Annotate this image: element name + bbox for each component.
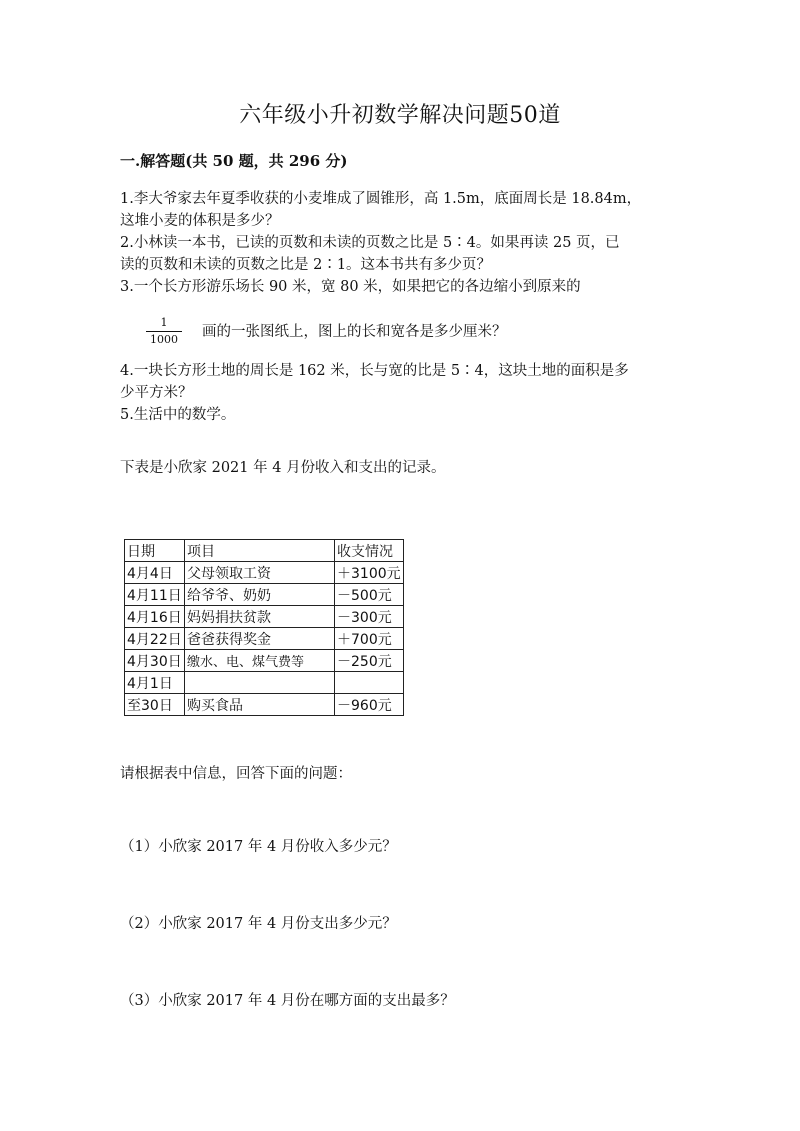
table-row xyxy=(125,562,404,584)
row-item: 父母领取工资 xyxy=(185,562,335,584)
row-amount: －960元 xyxy=(335,694,404,716)
answer-prompt: 请根据表中信息，回答下面的问题： xyxy=(120,766,352,782)
question-1-line-1: 1.李大爷家去年夏季收获的小麦堆成了圆锥形，高 1.5m，底面周长是 18.84m， xyxy=(120,191,642,207)
subquestion-2: （2）小欣家 2017 年 4 月份支出多少元？ xyxy=(120,916,397,932)
row-date: 4月4日 xyxy=(125,562,185,584)
row-amount xyxy=(335,672,404,694)
row-date: 4月1日 xyxy=(125,672,185,694)
question-3-line-1: 3.一个长方形游乐场长 90 米，宽 80 米，如果把它的各边缩小到原来的 xyxy=(120,279,581,295)
row-item: 缴水、电、煤气费等 xyxy=(185,650,335,672)
row-amount: －500元 xyxy=(335,584,404,606)
row-date: 4月22日 xyxy=(125,628,185,650)
page-title: 六年级小升初数学解决问题50道 xyxy=(239,103,561,128)
table-row xyxy=(125,606,404,628)
table-row xyxy=(125,672,404,694)
row-item: 购买食品 xyxy=(185,694,335,716)
income-expense-table xyxy=(124,539,404,716)
fraction-denominator: 1000 xyxy=(150,333,178,346)
row-amount: －250元 xyxy=(335,650,404,672)
row-item xyxy=(185,672,335,694)
table-row xyxy=(125,628,404,650)
row-item: 妈妈捐扶贫款 xyxy=(185,606,335,628)
row-date: 4月16日 xyxy=(125,606,185,628)
row-amount: ＋3100元 xyxy=(335,562,404,584)
row-item: 给爷爷、奶奶 xyxy=(185,584,335,606)
row-amount: －300元 xyxy=(335,606,404,628)
row-date: 4月30日 xyxy=(125,650,185,672)
table-intro: 下表是小欣家 2021 年 4 月份收入和支出的记录。 xyxy=(120,460,446,476)
question-4-line-2: 少平方米？ xyxy=(120,385,193,401)
scale-fraction xyxy=(146,316,182,347)
subquestion-1: （1）小欣家 2017 年 4 月份收入多少元？ xyxy=(120,839,397,855)
table-row xyxy=(125,694,404,716)
question-4-line-1: 4.一块长方形土地的周长是 162 米，长与宽的比是 5∶4，这块土地的面积是多 xyxy=(120,363,629,379)
section-heading: 一.解答题(共 50 题，共 296 分) xyxy=(120,152,348,170)
row-date: 至30日 xyxy=(125,694,185,716)
row-amount: ＋700元 xyxy=(335,628,404,650)
table-header-row xyxy=(125,540,404,562)
table-row xyxy=(125,650,404,672)
subquestion-3: （3）小欣家 2017 年 4 月份在哪方面的支出最多？ xyxy=(120,993,455,1009)
row-date: 4月11日 xyxy=(125,584,185,606)
header-date: 日期 xyxy=(125,540,185,562)
question-1-line-2: 这堆小麦的体积是多少？ xyxy=(120,213,280,229)
header-amount: 收支情况 xyxy=(335,540,404,562)
question-5: 5.生活中的数学。 xyxy=(120,407,236,423)
table-row xyxy=(125,584,404,606)
fraction-numerator: 1 xyxy=(146,316,182,332)
question-3-line-2: 画的一张图纸上，图上的长和宽各是多少厘米？ xyxy=(202,324,507,340)
header-item: 项目 xyxy=(185,540,335,562)
question-2-line-1: 2.小林读一本书，已读的页数和未读的页数之比是 5∶4。如果再读 25 页，已 xyxy=(120,235,620,251)
question-2-line-2: 读的页数和未读的页数之比是 2∶1。这本书共有多少页？ xyxy=(120,257,492,273)
row-item: 爸爸获得奖金 xyxy=(185,628,335,650)
